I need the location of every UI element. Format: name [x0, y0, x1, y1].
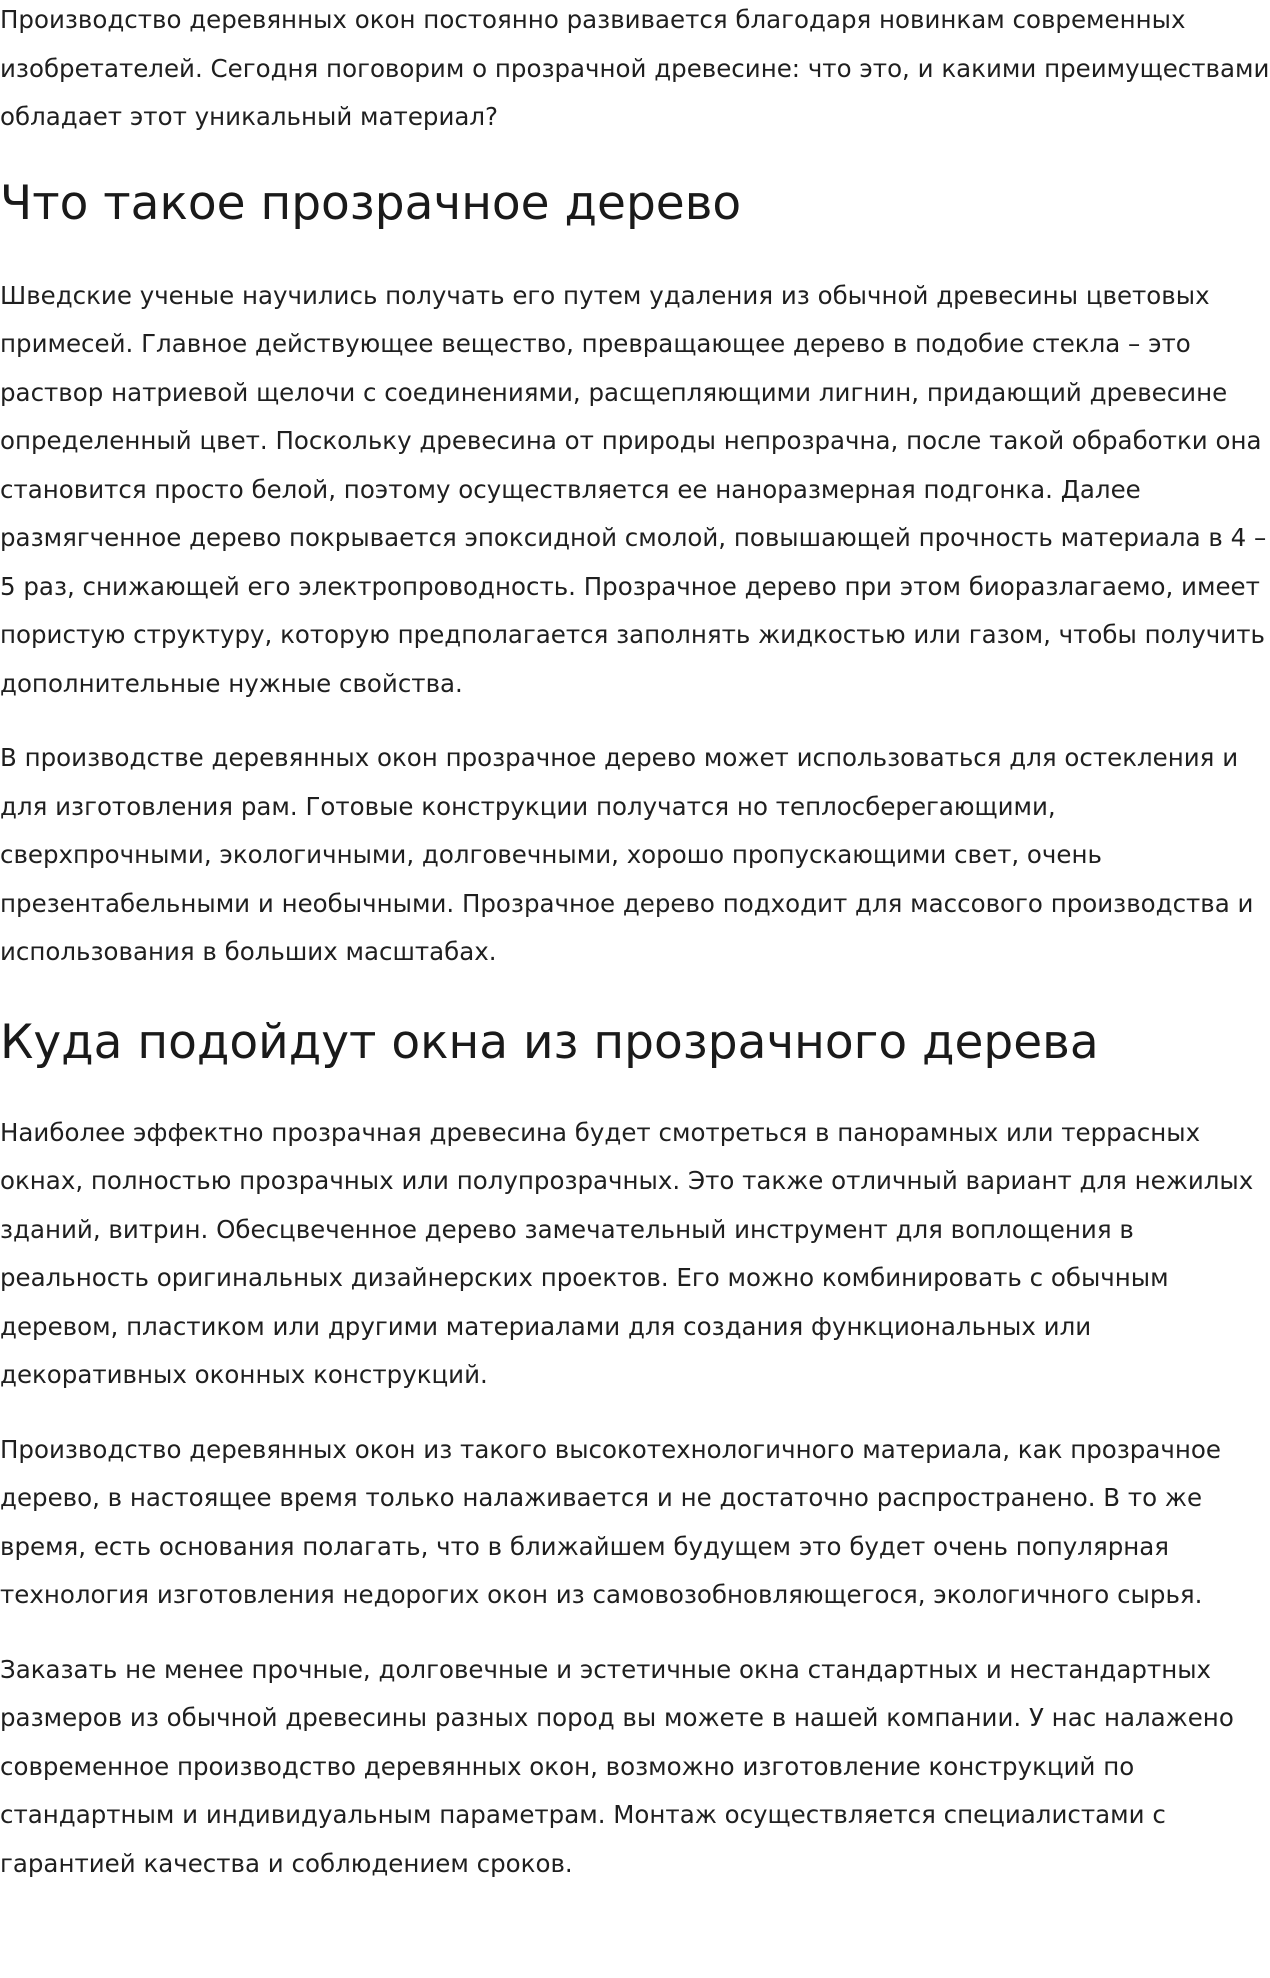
section-paragraph: Производство деревянных окон из такого высокотехнологичного материала, как прозрачное дерево, в настоящее время только налаживается и не достаточно распространено. В то же время, есть основания полагать, что в ближайшем будущем это будет очень популярная технология изготовления недорогих окон из самовозобновляющегося, экологичного сырья. — [0, 1434, 1221, 1609]
section-paragraph: Шведские ученые научились получать его путем удаления из обычной древесины цветовых примесей. Главное действующее вещество, превращающее дерево в подобие стекла – это раствор натриевой щелочи с соединениями, расщепляющими лигнин, придающий древесине определенный цвет. Поскольку древесина от природы непрозрачна, после такой обработки она становится просто белой, поэтому осуществляется ее наноразмерная подгонка. Далее размягченное дерево покрывается эпоксидной смолой, повышающей прочность материала в 4 – 5 раз, снижающей его электропроводность. Прозрачное дерево при этом биоразлагаемо, имеет пористую структуру, которую предполагается заполнять жидкостью или газом, чтобы получить дополнительные нужные свойства. — [0, 280, 1267, 698]
section-paragraph: В производстве деревянных окон прозрачное дерево может использоваться для остекления и для изготовления рам. Готовые конструкции получатся но теплосберегающими, сверхпрочными, экологичными, долговечными, хорошо пропускающими свет, очень презентабельными и необычными. Прозрачное дерево подходит для массового производства и использования в больших масштабах. — [0, 743, 1254, 966]
section-heading-where-windows-fit: Куда подойдут окна из прозрачного дерева — [0, 1014, 1099, 1070]
section-heading-what-is-transparent-wood: Что такое прозрачное дерево — [0, 175, 742, 231]
intro-paragraph: Производство деревянных окон постоянно развивается благодаря новинкам современных изобретателей. Сегодня поговорим о прозрачной древесине: что это, и какими преимуществами обладает этот уникальный материал? — [0, 5, 1270, 131]
section-paragraph: Заказать не менее прочные, долговечные и эстетичные окна стандартных и нестандартных размеров из обычной древесины разных пород вы можете в нашей компании. У нас налажено современное производство деревянных окон, возможно изготовление конструкций по стандартным и индивидуальным параметрам. Монтаж осуществляется специалистами с гарантией качества и соблюдением сроков. — [0, 1654, 1234, 1878]
section-paragraph: Наиболее эффектно прозрачная древесина будет смотреться в панорамных или террасных окнах, полностью прозрачных или полупрозрачных. Это также отличный вариант для нежилых зданий, витрин. Обесцвеченное дерево замечательный инструмент для воплощения в реальность оригинальных дизайнерских проектов. Его можно комбинировать с обычным деревом, пластиком или другими материалами для создания функциональных или декоративных оконных конструкций. — [0, 1117, 1254, 1389]
